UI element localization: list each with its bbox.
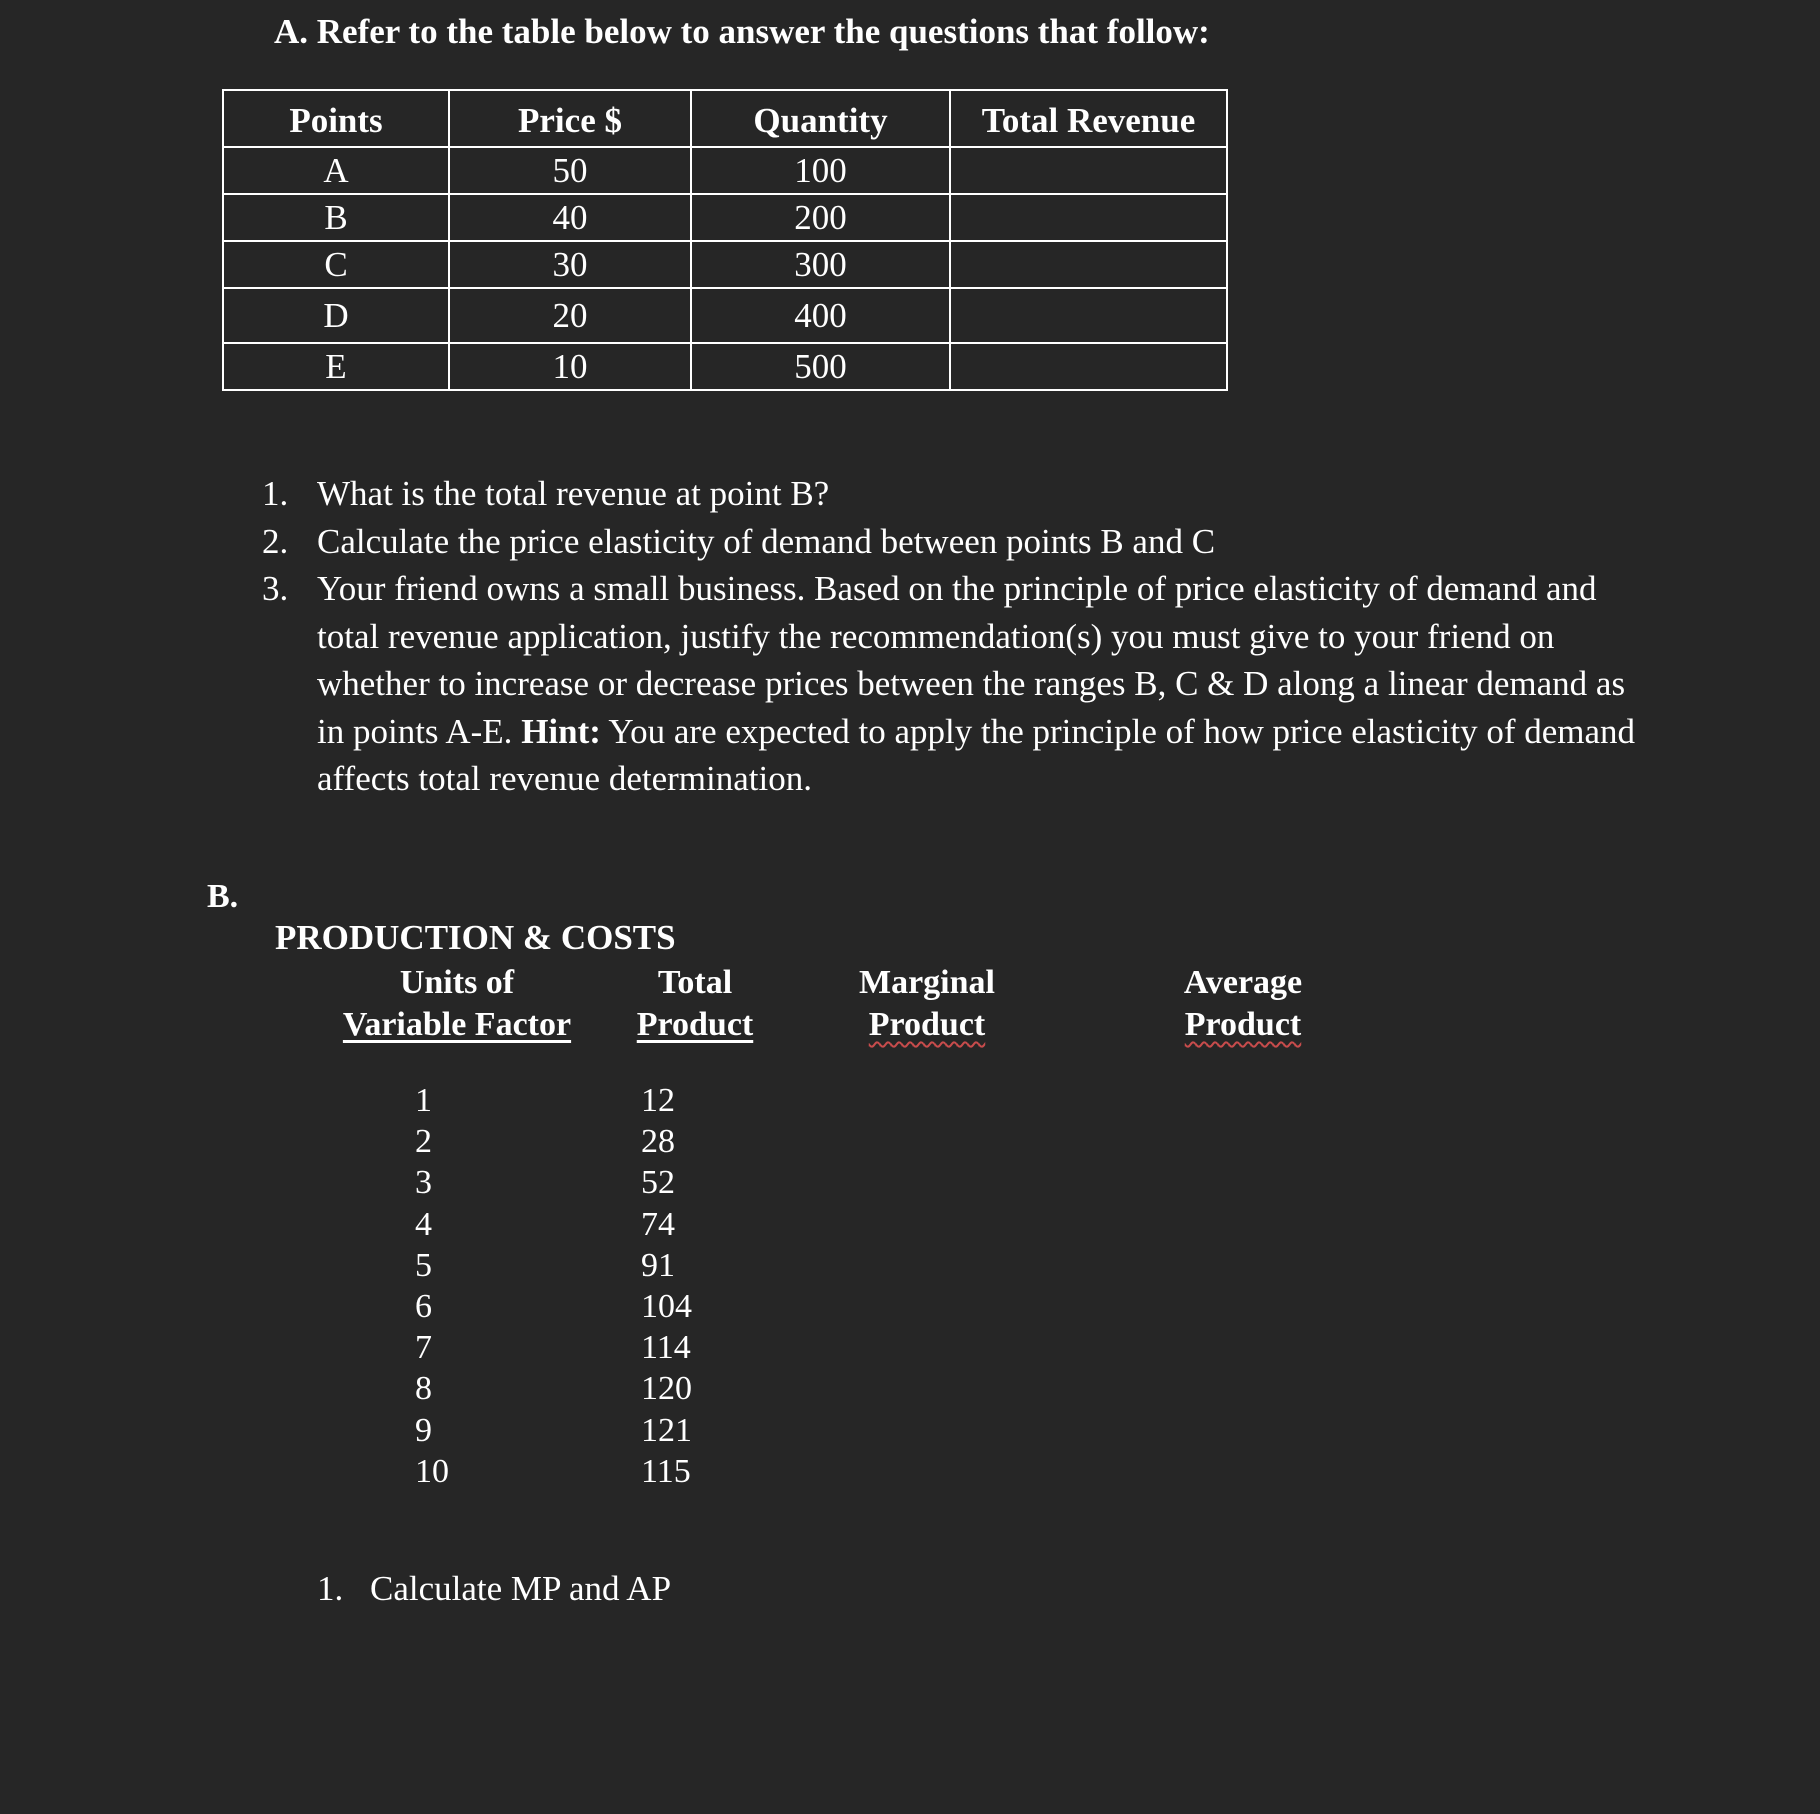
header-units-variable-factor (332, 962, 582, 1046)
cell-point: C (223, 241, 449, 288)
total-product-value: 121 (641, 1411, 692, 1449)
cell-price: 30 (449, 241, 691, 288)
table-row (223, 241, 1227, 288)
table-row (223, 147, 1227, 194)
header-line: Units of (399, 964, 515, 1001)
cell-point: D (223, 288, 449, 343)
cell-total-revenue (950, 343, 1227, 390)
header-marginal-product (852, 962, 1002, 1046)
header-quantity: Quantity (691, 90, 950, 147)
question-item (262, 518, 1642, 566)
cell-price: 20 (449, 288, 691, 343)
question-item (262, 565, 1642, 803)
cell-point: E (223, 343, 449, 390)
cell-price: 40 (449, 194, 691, 241)
hint-label: Hint: (521, 711, 601, 751)
question-number: 2. (262, 521, 289, 561)
table-row (223, 343, 1227, 390)
total-product-value: 104 (641, 1288, 692, 1326)
question-number: 3. (262, 569, 289, 608)
units-column (415, 1080, 449, 1492)
questions-list (262, 470, 1642, 803)
header-line: Variable Factor (342, 1006, 572, 1043)
question-text-block (317, 565, 1642, 803)
header-line: Product (636, 1006, 754, 1043)
mp-ap-question (317, 1569, 671, 1609)
cell-quantity: 100 (691, 147, 950, 194)
total-product-value: 52 (641, 1164, 675, 1202)
total-product-column (641, 1080, 692, 1492)
production-costs-title: PRODUCTION & COSTS (275, 918, 676, 957)
question-text: What is the total revenue at point B? (317, 474, 830, 513)
table-header-row (223, 90, 1227, 147)
header-line: Product (1184, 1006, 1302, 1043)
section-b-label: B. (207, 878, 239, 915)
cell-total-revenue (950, 147, 1227, 194)
revenue-table (222, 89, 1228, 391)
question-text: Calculate MP and AP (370, 1569, 672, 1608)
total-product-value: 115 (641, 1452, 691, 1490)
cell-price: 50 (449, 147, 691, 194)
section-a-heading: A. Refer to the table below to answer the questions that follow: (274, 12, 1210, 51)
cell-total-revenue (950, 194, 1227, 241)
question-number: 1. (317, 1569, 344, 1608)
question-text: Calculate the price elasticity of demand between points B and C (317, 521, 1216, 561)
header-average-product (1173, 962, 1313, 1046)
total-product-value: 114 (641, 1329, 691, 1367)
header-price: Price $ (449, 90, 691, 147)
cell-quantity: 400 (691, 288, 950, 343)
cell-total-revenue (950, 241, 1227, 288)
units-value: 2 (415, 1123, 432, 1161)
header-line: Marginal (859, 964, 995, 1001)
total-product-value: 91 (641, 1246, 675, 1284)
total-product-value: 12 (641, 1082, 675, 1119)
header-line: Total (657, 964, 733, 1001)
header-points: Points (223, 90, 449, 147)
table-row (223, 194, 1227, 241)
header-total-product (625, 962, 765, 1046)
total-product-value: 74 (641, 1205, 675, 1243)
question-number: 1. (262, 474, 289, 513)
total-product-value: 120 (641, 1370, 692, 1408)
cell-point: B (223, 194, 449, 241)
cell-price: 10 (449, 343, 691, 390)
cell-point: A (223, 147, 449, 194)
units-value: 5 (415, 1246, 432, 1284)
cell-quantity: 200 (691, 194, 950, 241)
units-value: 6 (415, 1288, 432, 1326)
units-value: 3 (415, 1164, 432, 1202)
total-product-value: 28 (641, 1123, 675, 1161)
hint-text: You are expected to apply the principle of how price elasticity of demand affects total revenue determination. (317, 711, 1636, 798)
header-line: Average (1183, 964, 1303, 1001)
units-value: 8 (415, 1370, 432, 1408)
cell-total-revenue (950, 288, 1227, 343)
table-row (223, 288, 1227, 343)
question-text: Your friend owns a small business. Based on the principle of price elasticity of demand and total revenue application, justify the recommendation(s) you must give to your friend on whether to increase or decrease prices between the ranges B, C & D along a linear demand as in points A-E. (317, 569, 1626, 751)
units-value: 1 (415, 1082, 432, 1119)
units-value: 9 (415, 1411, 432, 1449)
header-line: Product (868, 1006, 986, 1043)
units-value: 4 (415, 1205, 432, 1243)
header-total-revenue: Total Revenue (950, 90, 1227, 147)
units-value: 10 (415, 1452, 449, 1490)
cell-quantity: 300 (691, 241, 950, 288)
cell-quantity: 500 (691, 343, 950, 390)
units-value: 7 (415, 1329, 432, 1367)
question-item (262, 470, 1642, 518)
